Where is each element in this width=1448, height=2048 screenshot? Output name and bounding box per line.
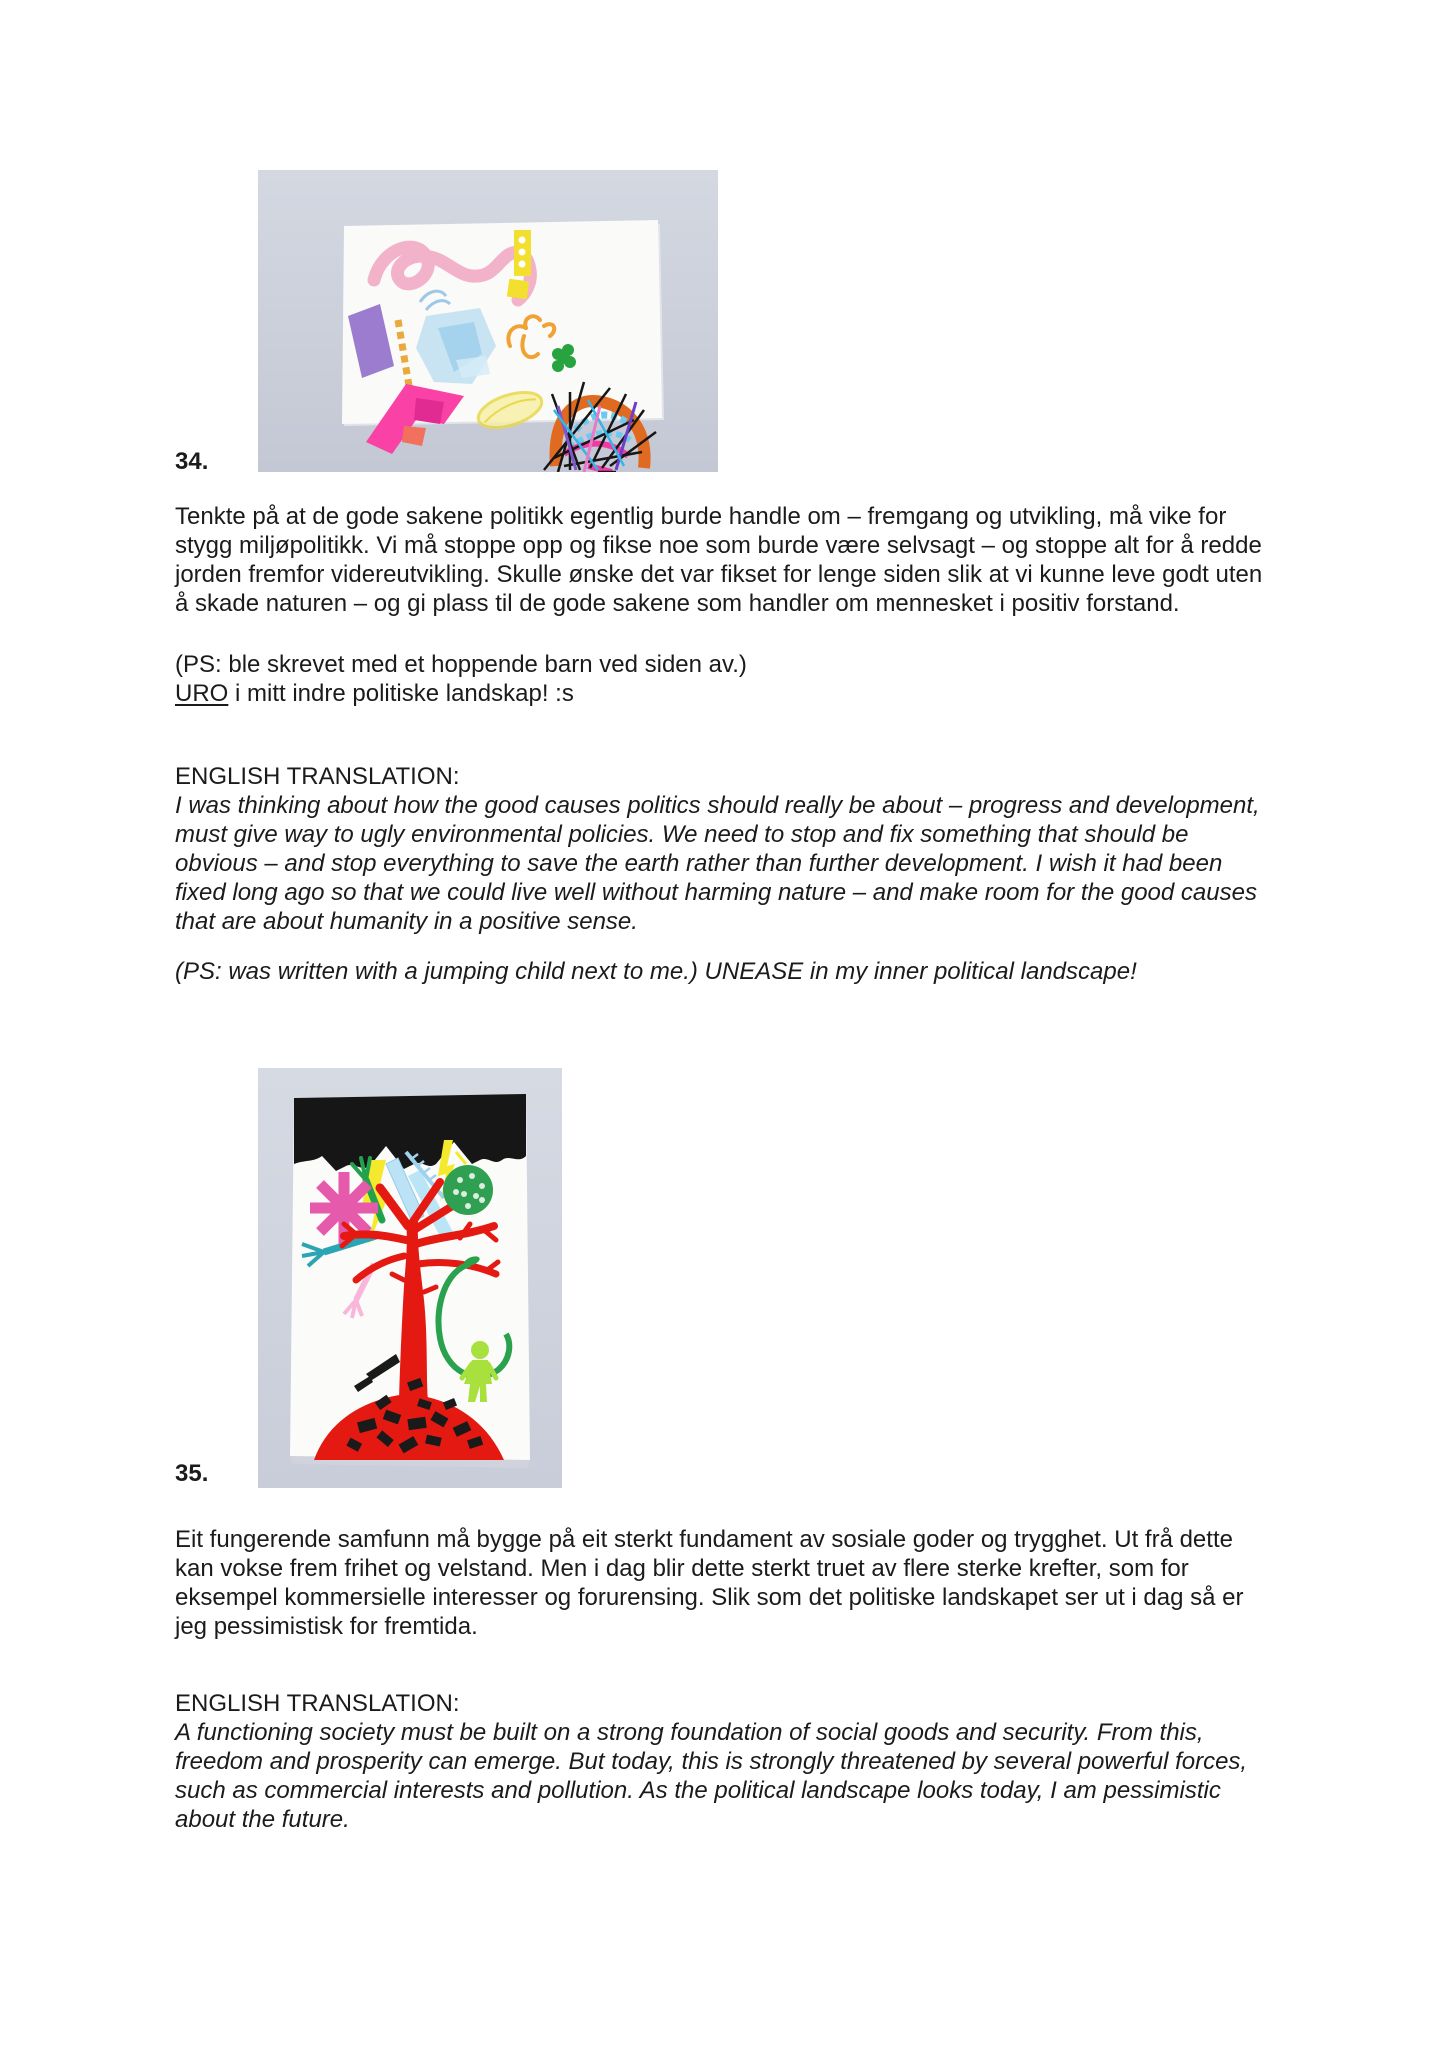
figure-label-34: 34. (175, 448, 209, 475)
text-line: Eit fungerende samfunn må bygge på eit sterkt fundament av sosiale goder og trygghet. Ut frå dette (175, 1526, 1233, 1553)
text-line: must give way to ugly environmental policies. We need to stop and fix something that should be (175, 821, 1189, 848)
text-line: å skade naturen – og gi plass til de gode sakene som handler om mennesket i positiv forstand. (175, 590, 1180, 617)
translation-heading-35: ENGLISH TRANSLATION: (175, 1690, 460, 1717)
text-line: I was thinking about how the good causes politics should really be about – progress and development, (175, 792, 1260, 819)
text-line: A functioning society must be built on a strong foundation of social goods and security. From this, (175, 1719, 1204, 1746)
text-line: freedom and prosperity can emerge. But today, this is strongly threatened by several powerful forces, (175, 1748, 1248, 1775)
figure-label-35: 35. (175, 1460, 209, 1487)
paragraph-norwegian-35 (175, 1525, 1244, 1641)
text-line: eksempel kommersielle interesser og forurensing. Slik som det politiske landskapet ser ut i dag så er (175, 1584, 1244, 1611)
ps-english-line: (PS: was written with a jumping child next to me.) UNEASE in my inner political landscape! (175, 958, 1137, 985)
ps-line-1: (PS: ble skrevet med et hoppende barn ved siden av.) (175, 651, 747, 678)
ps-block-34 (175, 650, 747, 708)
ps-line-2 (175, 679, 747, 708)
uro-underlined-word: URO (175, 680, 229, 707)
text-line: stygg miljøpolitikk. Vi må stoppe opp og fikse noe som burde være selvsagt – og stoppe alt for å redde (175, 532, 1262, 559)
collage-34-graphic (258, 170, 718, 472)
paragraph-norwegian-34 (175, 502, 1262, 618)
paragraph-english-35 (175, 1718, 1247, 1834)
green-ball (443, 1165, 493, 1215)
artwork-photo-35 (258, 1068, 562, 1488)
text-line: Tenkte på at de gode sakene politikk egentlig burde handle om – fremgang og utvikling, må vike for (175, 503, 1227, 530)
ps-line-2-rest: i mitt indre politiske landskap! :s (228, 680, 574, 707)
text-line: kan vokse frem frihet og velstand. Men i dag blir dette sterkt truet av flere sterke krefter, som for (175, 1555, 1189, 1582)
text-line: obvious – and stop everything to save the earth rather than further development. I wish it had been (175, 850, 1223, 877)
collage-35-graphic (258, 1068, 562, 1488)
text-line: jorden fremfor videreutvikling. Skulle ønske det var fikset for lenge siden slik at vi kunne leve godt uten (175, 561, 1263, 588)
text-line: about the future. (175, 1806, 350, 1833)
artwork-photo-34 (258, 170, 718, 472)
text-line: fixed long ago so that we could live well without harming nature – and make room for the good causes (175, 879, 1257, 906)
text-line: jeg pessimistisk for fremtida. (175, 1613, 478, 1640)
paragraph-english-34 (175, 791, 1260, 936)
text-line: that are about humanity in a positive sense. (175, 908, 638, 935)
translation-heading-34: ENGLISH TRANSLATION: (175, 763, 460, 790)
ps-english-34 (175, 957, 1137, 986)
text-line: such as commercial interests and pollution. As the political landscape looks today, I am pessimistic (175, 1777, 1221, 1804)
